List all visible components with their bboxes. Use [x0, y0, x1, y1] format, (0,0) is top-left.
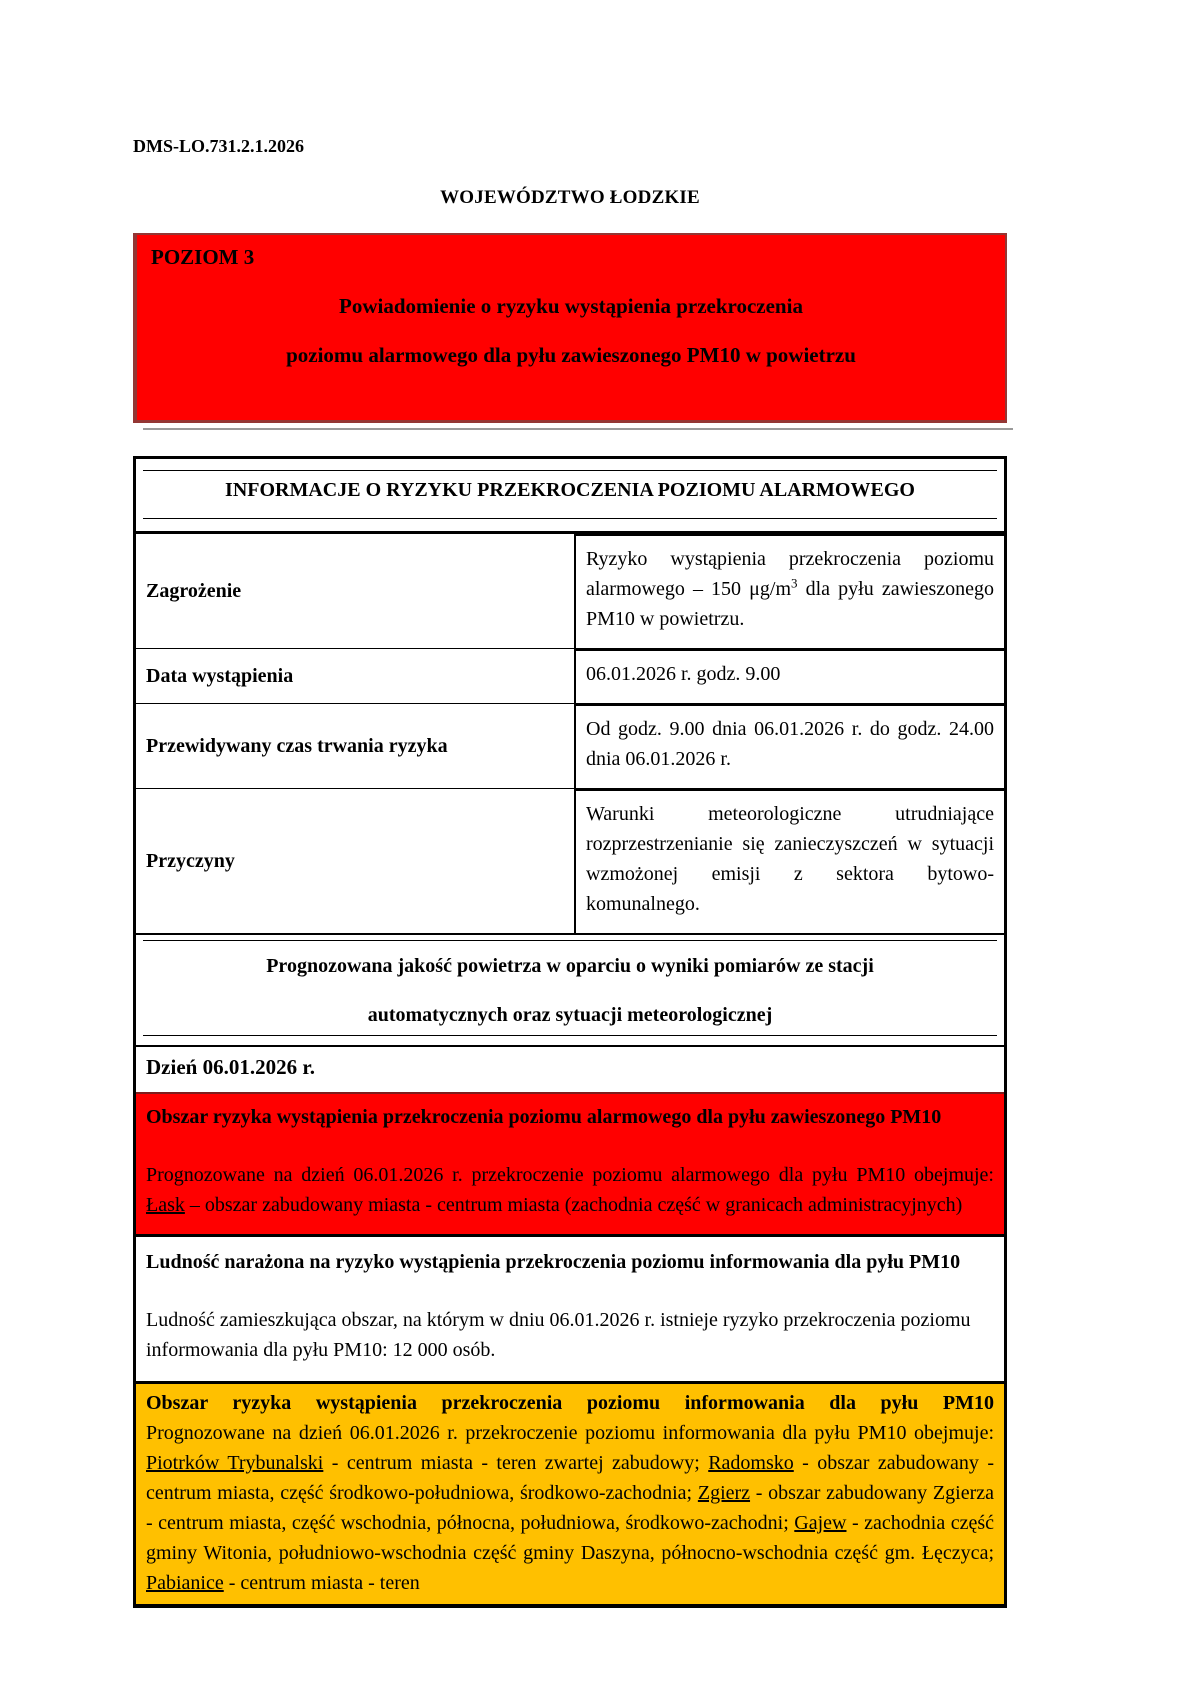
alarm-body-text: Prognozowane na dzień 06.01.2026 r. przekroczenie poziomu alarmowego dla pyłu PM10 obejmuje:: [146, 1164, 994, 1186]
warning-body-text-1: - centrum miasta - teren zwartej zabudowy;: [323, 1452, 709, 1474]
day-label: Dzień 06.01.2026 r.: [146, 1055, 315, 1079]
warning-city-radomsko: Radomsko: [708, 1452, 794, 1474]
alarm-city-lask: Łask: [146, 1194, 185, 1216]
banner-title-line1: Powiadomienie o ryzyku wystąpienia przekroczenia: [339, 294, 803, 318]
alarm-area-body: [146, 1160, 994, 1220]
date-label: Data wystąpienia: [136, 648, 576, 703]
warning-body-text-2: - obszar zabudowany - centrum miasta, część środkowo-południowa, środkowo-zachodnia;: [146, 1452, 994, 1504]
warning-body-text-3: - obszar zabudowany Zgierza - centrum miasta, część wschodnia, północna, południowa, środkowo-zachodni;: [146, 1482, 994, 1534]
table-row-date: [136, 648, 1004, 703]
forecast-section-inner: [143, 940, 997, 1036]
threat-value-superscript: 3: [791, 575, 798, 591]
causes-label: Przyczyny: [136, 788, 576, 933]
forecast-title-line1: Prognozowana jakość powietrza w oparciu o wyniki pomiarów ze stacji: [266, 955, 874, 977]
threat-value-text: Ryzyko wystąpienia przekroczenia poziomu alarmowego – 150 μg/m: [586, 548, 994, 600]
reference-number: DMS-LO.731.2.1.2026: [133, 136, 304, 156]
alarm-area-heading: Obszar ryzyka wystąpienia przekroczenia poziomu alarmowego dla pyłu zawieszonego PM10: [146, 1106, 942, 1128]
information-risk-area-section: [136, 1384, 1004, 1604]
warning-body-text-5: - centrum miasta - teren: [223, 1572, 420, 1594]
threat-value-text-cont: dla pyłu zawieszonego PM10 w powietrzu.: [586, 578, 994, 630]
region-title: WOJEWÓDZTWO ŁODZKIE: [440, 187, 700, 208]
table-row-causes: [136, 788, 1004, 933]
warning-area-heading: Obszar ryzyka wystąpienia przekroczenia poziomu informowania dla pyłu PM10: [146, 1392, 994, 1414]
population-body: Ludność zamieszkująca obszar, na którym w dniu 06.01.2026 r. istnieje ryzyko przekroczenia poziomu informowania dla pyłu PM10: 12 000 osób.: [146, 1309, 971, 1361]
alert-level-label: POZIOM 3: [151, 245, 255, 269]
warning-area-body: [146, 1418, 994, 1598]
alarm-body-text-cont: – obszar zabudowany miasta - centrum miasta (zachodnia część w granicach administracyjnych): [184, 1194, 963, 1216]
table-row-threat: [136, 533, 1004, 648]
table-row-duration: [136, 703, 1004, 788]
alert-level-banner: [133, 233, 1007, 423]
warning-body-text-4: - zachodnia część gminy Witonia, południowo-wschodnia część gminy Daszyna, północno-wschodnia część gm. Łęczyca;: [146, 1512, 995, 1564]
info-table-header-inner: [143, 470, 997, 519]
risk-information-table: [133, 456, 1007, 1608]
info-table-title: INFORMACJE O RYZYKU PRZEKROCZENIA POZIOMU ALARMOWEGO: [225, 479, 915, 501]
causes-value: Warunki meteorologiczne utrudniające rozprzestrzenianie się zanieczyszczeń w sytuacji wzmożonej emisji z sektora bytowo-komunalnego.: [576, 788, 1004, 933]
warning-city-piotrkow: Piotrków Trybunalski: [146, 1452, 324, 1474]
date-value: 06.01.2026 r. godz. 9.00: [576, 648, 1004, 703]
forecast-section-header: [136, 933, 1004, 1047]
threat-value: [576, 533, 1004, 648]
forecast-title-line2: automatycznych oraz sytuacji meteorologicznej: [367, 1004, 773, 1026]
warning-city-gajew: Gajew: [794, 1512, 847, 1534]
duration-value: Od godz. 9.00 dnia 06.01.2026 r. do godz. 24.00 dnia 06.01.2026 r.: [576, 703, 1004, 788]
banner-shadow-line: [143, 428, 1013, 430]
document-content: [133, 0, 1007, 1608]
population-heading: Ludność narażona na ryzyko wystąpienia przekroczenia poziomu informowania dla pyłu PM10: [146, 1251, 961, 1273]
threat-label: Zagrożenie: [136, 533, 576, 648]
duration-label: Przewidywany czas trwania ryzyka: [136, 703, 576, 788]
population-exposed-section: [136, 1237, 1004, 1384]
warning-city-pabianice: Pabianice: [146, 1572, 224, 1594]
warning-city-zgierz: Zgierz: [697, 1482, 751, 1504]
info-table-header: [136, 470, 1004, 533]
alarm-risk-area-section: [136, 1092, 1004, 1237]
banner-title-line2: poziomu alarmowego dla pyłu zawieszonego PM10 w powietrzu: [286, 343, 856, 367]
warning-body-text-0: Prognozowane na dzień 06.01.2026 r. przekroczenie poziomu informowania dla pyłu PM10 obejmuje:: [146, 1422, 994, 1444]
